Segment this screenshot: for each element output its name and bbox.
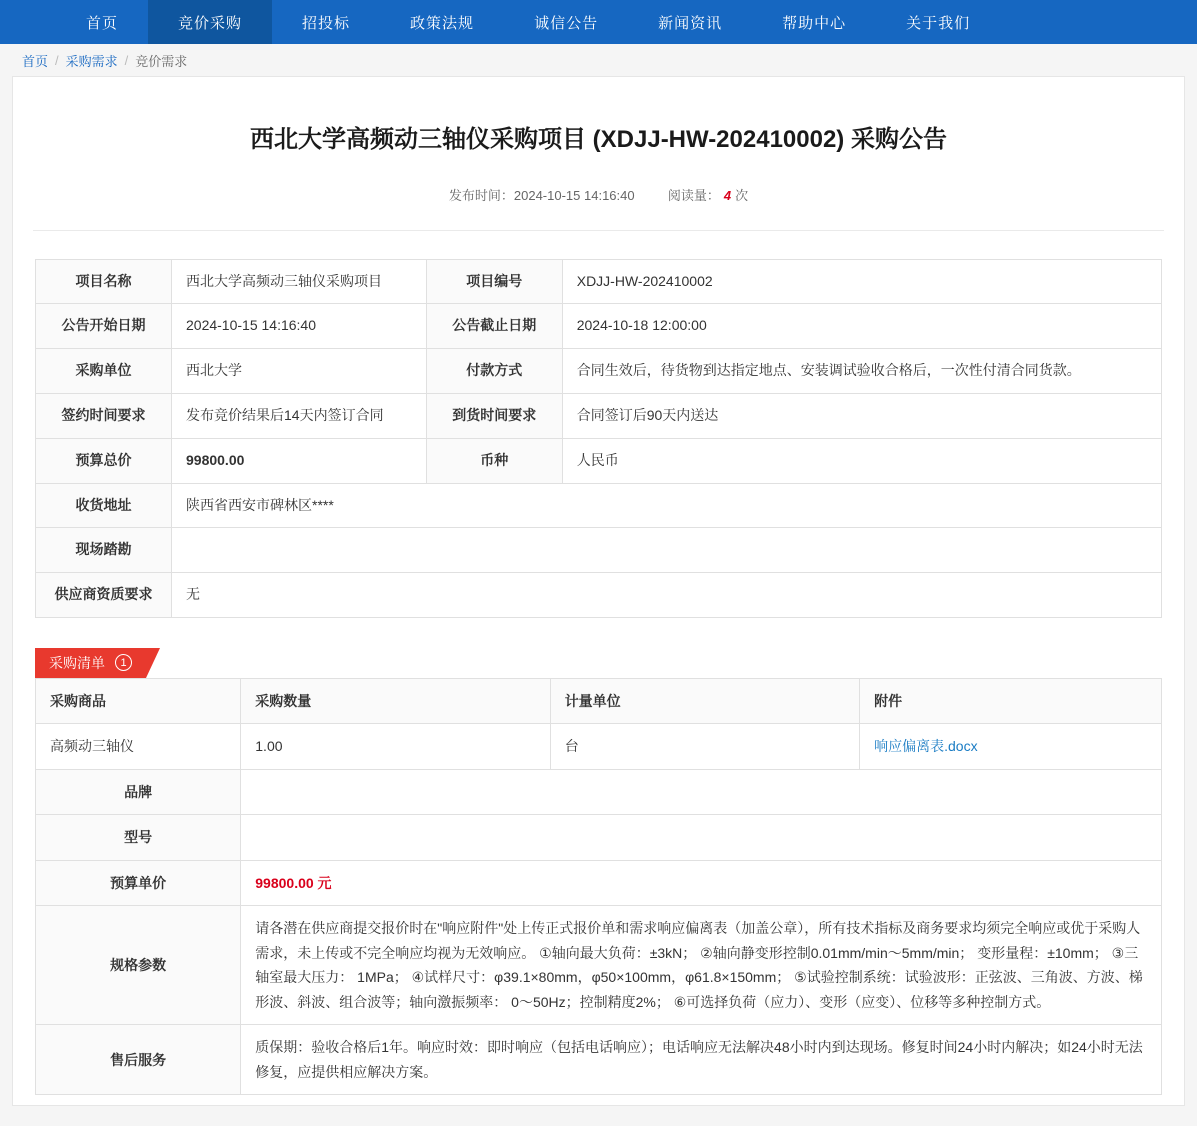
- nav-item-news[interactable]: 新闻资讯: [658, 14, 723, 32]
- table-row: [36, 304, 1162, 349]
- header-goods: 采购商品: [36, 678, 241, 724]
- table-row: [36, 483, 1162, 528]
- table-header-row: [36, 678, 1162, 724]
- views-count: 4: [723, 187, 732, 203]
- table-row: [36, 393, 1162, 438]
- breadcrumb-home[interactable]: 首页: [22, 53, 49, 69]
- views-unit: 次: [735, 187, 749, 203]
- breadcrumb-separator-1: /: [55, 52, 59, 68]
- purchase-list-tab-label: 采购清单: [49, 654, 105, 671]
- project-info-table: [35, 259, 1162, 618]
- value-end-date: 2024-10-18 12:00:00: [562, 304, 1161, 349]
- nav-item-bidding-procurement[interactable]: 竞价采购: [148, 0, 272, 44]
- value-currency: 人民币: [562, 438, 1161, 483]
- value-delivery-time: 合同签订后90天内送达: [562, 393, 1161, 438]
- nav-item-home[interactable]: 首页: [86, 14, 119, 32]
- document-meta: [13, 157, 1184, 230]
- table-row: [36, 528, 1162, 573]
- value-specifications: 请各潜在供应商提交报价时在"响应附件"处上传正式报价单和需求响应偏离表（加盖公章），所有技术指标及商务要求均须完全响应或优于采购人需求，未上传或不完全响应均视为无效响应。 ①轴向最大负荷：±3kN； ②轴向静变形控制0.01mm/min～5mm/min； 变形量程：±10mm； ③三轴室最大压力： 1MPa； ④试样尺寸：φ39.1×80mm，φ50×100mm，φ61.8×150mm； ⑤试验控制系统：试验波形：正弦波、三角波、方波、梯形波、斜波、组合波等；轴向激振频率： 0～50Hz；控制精度2%； ⑥可选择负荷（应力）、变形（应变）、位移等多种控制方式。: [241, 906, 1162, 1025]
- table-row: [36, 724, 1162, 770]
- purchase-list-tab: [35, 648, 146, 678]
- breadcrumb-procurement-demand[interactable]: 采购需求: [65, 53, 118, 69]
- value-payment-method: 合同生效后，待货物到达指定地点、安装调试验收合格后，一次性付清合同货款。: [562, 349, 1161, 394]
- label-brand: 品牌: [36, 769, 241, 815]
- value-goods-quantity: 1.00: [241, 724, 550, 770]
- page-title: 西北大学高频动三轴仪采购项目 (XDJJ-HW-202410002) 采购公告: [250, 126, 947, 153]
- nav-item-policies[interactable]: 政策法规: [410, 14, 475, 32]
- attachment-cell: [860, 724, 1162, 770]
- value-after-sales-service: 质保期：验收合格后1年。响应时效：即时响应（包括电话响应）；电话响应无法解决48小时内到达现场。修复时间24小时内解决；如24小时无法修复，应提供相应解决方案。: [241, 1025, 1162, 1095]
- table-row: [36, 438, 1162, 483]
- table-row: [36, 349, 1162, 394]
- label-purchasing-unit: 采购单位: [36, 349, 172, 394]
- label-model: 型号: [36, 815, 241, 861]
- table-row: [36, 1025, 1162, 1095]
- label-supplier-qualification: 供应商资质要求: [36, 573, 172, 618]
- table-row: [36, 860, 1162, 906]
- label-end-date: 公告截止日期: [426, 304, 562, 349]
- purchase-list-tab-wrap: [35, 648, 1162, 678]
- header-attachment: 附件: [860, 678, 1162, 724]
- label-start-date: 公告开始日期: [36, 304, 172, 349]
- nav-item-tendering[interactable]: 招投标: [302, 14, 351, 32]
- breadcrumb-separator-2: /: [124, 52, 129, 68]
- value-project-name: 西北大学高频动三轴仪采购项目: [172, 259, 427, 304]
- label-specifications: 规格参数: [36, 906, 241, 1025]
- breadcrumb: [0, 44, 1197, 76]
- value-signing-time: 发布竞价结果后14天内签订合同: [172, 393, 427, 438]
- value-site-survey: [172, 528, 1162, 573]
- table-row: [36, 815, 1162, 861]
- table-row: [36, 769, 1162, 815]
- value-project-number: XDJJ-HW-202410002: [562, 259, 1161, 304]
- header-quantity: 采购数量: [241, 678, 550, 724]
- label-site-survey: 现场踏勘: [36, 528, 172, 573]
- purchase-list-count-badge: 1: [115, 654, 132, 671]
- value-delivery-address: 陕西省西安市碑林区****: [172, 483, 1162, 528]
- nav-item-integrity-notice[interactable]: 诚信公告: [534, 14, 599, 32]
- value-supplier-qualification: 无: [172, 573, 1162, 618]
- value-start-date: 2024-10-15 14:16:40: [172, 304, 427, 349]
- value-budget-unit-price: 99800.00 元: [241, 860, 1162, 906]
- value-goods-name: 高频动三轴仪: [36, 724, 241, 770]
- label-after-sales-service: 售后服务: [36, 1025, 241, 1095]
- breadcrumb-current: 竞价需求: [135, 53, 188, 69]
- attachment-link[interactable]: 响应偏离表.docx: [874, 738, 978, 755]
- publish-time-value: 2024-10-15 14:16:40: [513, 187, 635, 203]
- label-payment-method: 付款方式: [426, 349, 562, 394]
- label-total-budget: 预算总价: [36, 438, 172, 483]
- value-brand: [241, 769, 1162, 815]
- value-model: [241, 815, 1162, 861]
- nav-item-help-center[interactable]: 帮助中心: [782, 14, 847, 32]
- table-row: [36, 906, 1162, 1025]
- table-row: [36, 259, 1162, 304]
- value-goods-unit: 台: [550, 724, 859, 770]
- header-unit: 计量单位: [550, 678, 859, 724]
- label-currency: 币种: [426, 438, 562, 483]
- main-navigation: [0, 0, 1197, 44]
- label-budget-unit-price: 预算单价: [36, 860, 241, 906]
- nav-item-about-us[interactable]: 关于我们: [906, 14, 971, 32]
- label-project-number: 项目编号: [426, 259, 562, 304]
- announcement-card: [12, 76, 1185, 1106]
- label-signing-time: 签约时间要求: [36, 393, 172, 438]
- label-delivery-time: 到货时间要求: [426, 393, 562, 438]
- value-total-budget: 99800.00: [172, 438, 427, 483]
- label-project-name: 项目名称: [36, 259, 172, 304]
- label-delivery-address: 收货地址: [36, 483, 172, 528]
- value-purchasing-unit: 西北大学: [172, 349, 427, 394]
- publish-time-label: 发布时间：: [448, 187, 514, 203]
- header-divider: [33, 230, 1164, 231]
- table-row: [36, 573, 1162, 618]
- views-label: 阅读量：: [667, 187, 720, 203]
- purchase-list-table: [35, 678, 1162, 1096]
